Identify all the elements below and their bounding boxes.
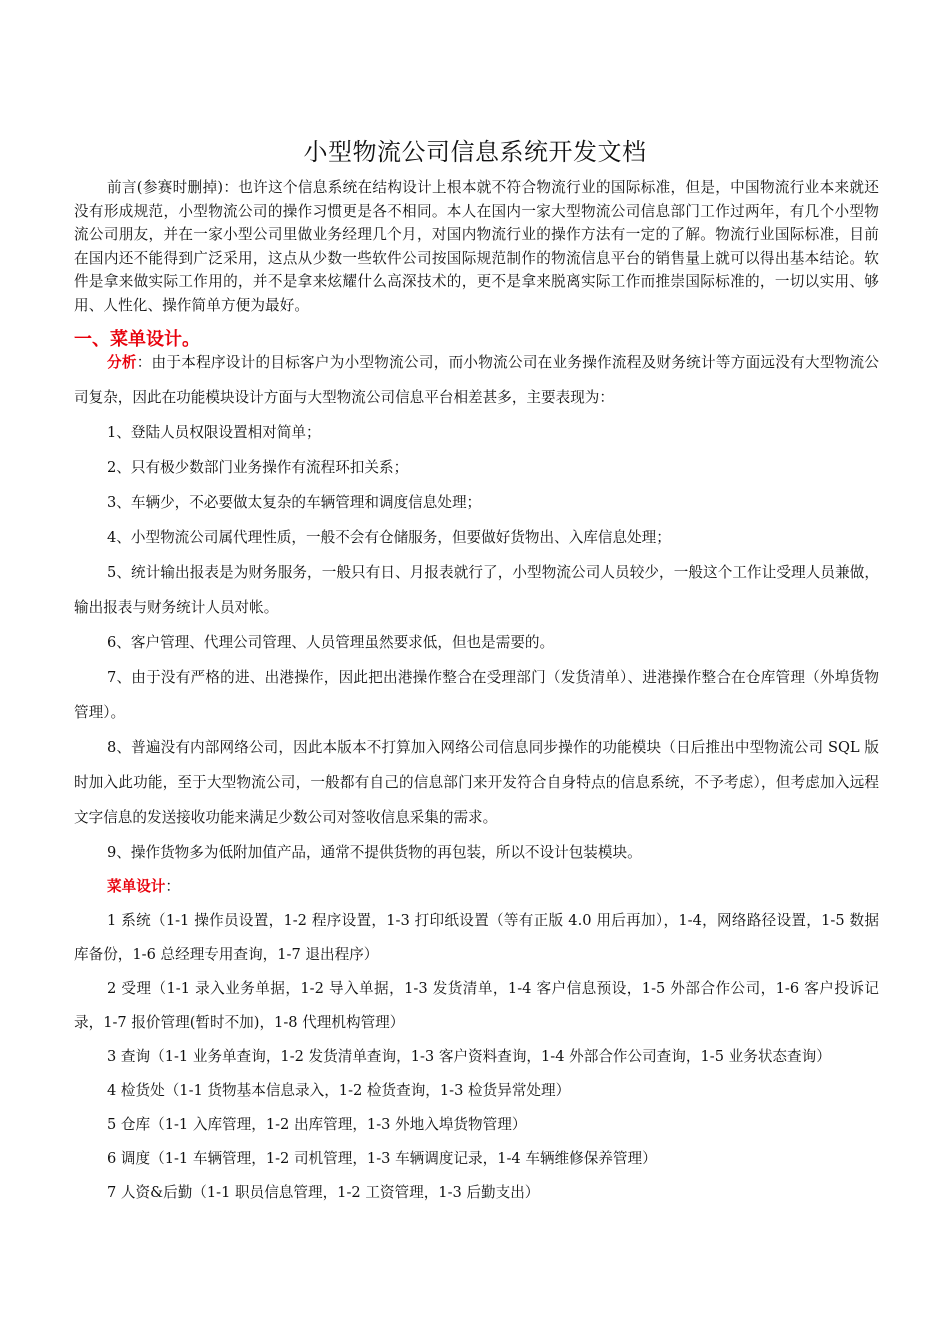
point-item: 1、登陆人员权限设置相对简单； bbox=[107, 424, 321, 441]
point-item: 3、车辆少，不必要做太复杂的车辆管理和调度信息处理； bbox=[107, 494, 482, 511]
analysis-label: 分析 bbox=[107, 354, 137, 371]
section-body bbox=[74, 345, 879, 1210]
preface-paragraph: 前言(参赛时删掉)：也许这个信息系统在结构设计上根本就不符合物流行业的国际标准，但是，中国物流行业本来就还没有形成规范，小型物流公司的操作习惯更是各不相同。本人在国内一家大型物流公司信息部门工作过两年，有几个小型物流公司朋友，并在一家小型公司里做业务经理几个月，对国内物流行业的操作方法有一定的了解。物流行业国际标准，目前在国内还不能得到广泛采用，这点从少数一些软件公司按国际规范制作的物流信息平台的销售量上就可以得出基本结论。软件是拿来做实际工作用的，并不是拿来炫耀什么高深技术的，更不是拿来脱离实际工作而推崇国际标准的，一切以实用、够用、人性化、操作简单方便为最好。 bbox=[74, 179, 879, 314]
menu-item: 5 仓库（1-1 入库管理，1-2 出库管理，1-3 外地入埠货物管理） bbox=[107, 1116, 527, 1133]
analysis-text: ：由于本程序设计的目标客户为小型物流公司，而小物流公司在业务操作流程及财务统计等方面远没有大型物流公司复杂，因此在功能模块设计方面与大型物流公司信息平台相差甚多，主要表现为： bbox=[74, 354, 879, 406]
menu-design-heading bbox=[74, 870, 879, 904]
document-title: 小型物流公司信息系统开发文档 bbox=[303, 138, 647, 166]
menu-design-label: 菜单设计 bbox=[107, 878, 166, 895]
point-item: 8、普遍没有内部网络公司，因此本版本不打算加入网络公司信息同步操作的功能模块（日后推出中型物流公司 SQL 版时加入此功能，至于大型物流公司，一般都有自己的信息部门来开发符合自身特点的信息系统，不予考虑），但考虑加入远程文字信息的发送接收功能来满足少数公司对签收信息采集的需求。 bbox=[74, 739, 879, 826]
point-item: 5、统计输出报表是为财务服务，一般只有日、月报表就行了，小型物流公司人员较少，一般这个工作让受理人员兼做，输出报表与财务统计人员对帐。 bbox=[74, 564, 879, 616]
point-item: 6、客户管理、代理公司管理、人员管理虽然要求低，但也是需要的。 bbox=[107, 634, 555, 651]
point-item: 9、操作货物多为低附加值产品，通常不提供货物的再包装，所以不设计包装模块。 bbox=[107, 844, 642, 861]
point-item: 4、小型物流公司属代理性质，一般不会有仓储服务，但要做好货物出、入库信息处理； bbox=[107, 529, 671, 546]
point-item: 2、只有极少数部门业务操作有流程环扣关系； bbox=[107, 459, 409, 476]
analysis-paragraph bbox=[74, 345, 879, 415]
menu-item: 7 人资&后勤（1-1 职员信息管理，1-2 工资管理，1-3 后勤支出） bbox=[107, 1184, 540, 1201]
menu-design-label-suffix: ： bbox=[165, 878, 180, 895]
section-heading-menu-design: 一、菜单设计。 bbox=[74, 329, 200, 350]
menu-item: 3 查询（1-1 业务单查询，1-2 发货清单查询，1-3 客户资料查询，1-4 外部合作公司查询，1-5 业务状态查询） bbox=[107, 1048, 831, 1065]
menu-item: 6 调度（1-1 车辆管理，1-2 司机管理，1-3 车辆调度记录，1-4 车辆维修保养管理） bbox=[107, 1150, 657, 1167]
menu-item: 4 检货处（1-1 货物基本信息录入，1-2 检货查询，1-3 检货异常处理） bbox=[107, 1082, 571, 1099]
menu-item: 2 受理（1-1 录入业务单据，1-2 导入单据，1-3 发货清单，1-4 客户信息预设，1-5 外部合作公司，1-6 客户投诉记录，1-7 报价管理(暂时不加)，1-8 代理机构管理） bbox=[74, 980, 879, 1031]
menu-item: 1 系统（1-1 操作员设置，1-2 程序设置，1-3 打印纸设置（等有正版 4.0 用后再加），1-4，网络路径设置，1-5 数据库备份，1-6 总经理专用查询，1-7 退出程序） bbox=[74, 912, 879, 963]
point-item: 7、由于没有严格的进、出港操作，因此把出港操作整合在受理部门（发货清单）、进港操作整合在仓库管理（外埠货物管理）。 bbox=[74, 669, 879, 721]
